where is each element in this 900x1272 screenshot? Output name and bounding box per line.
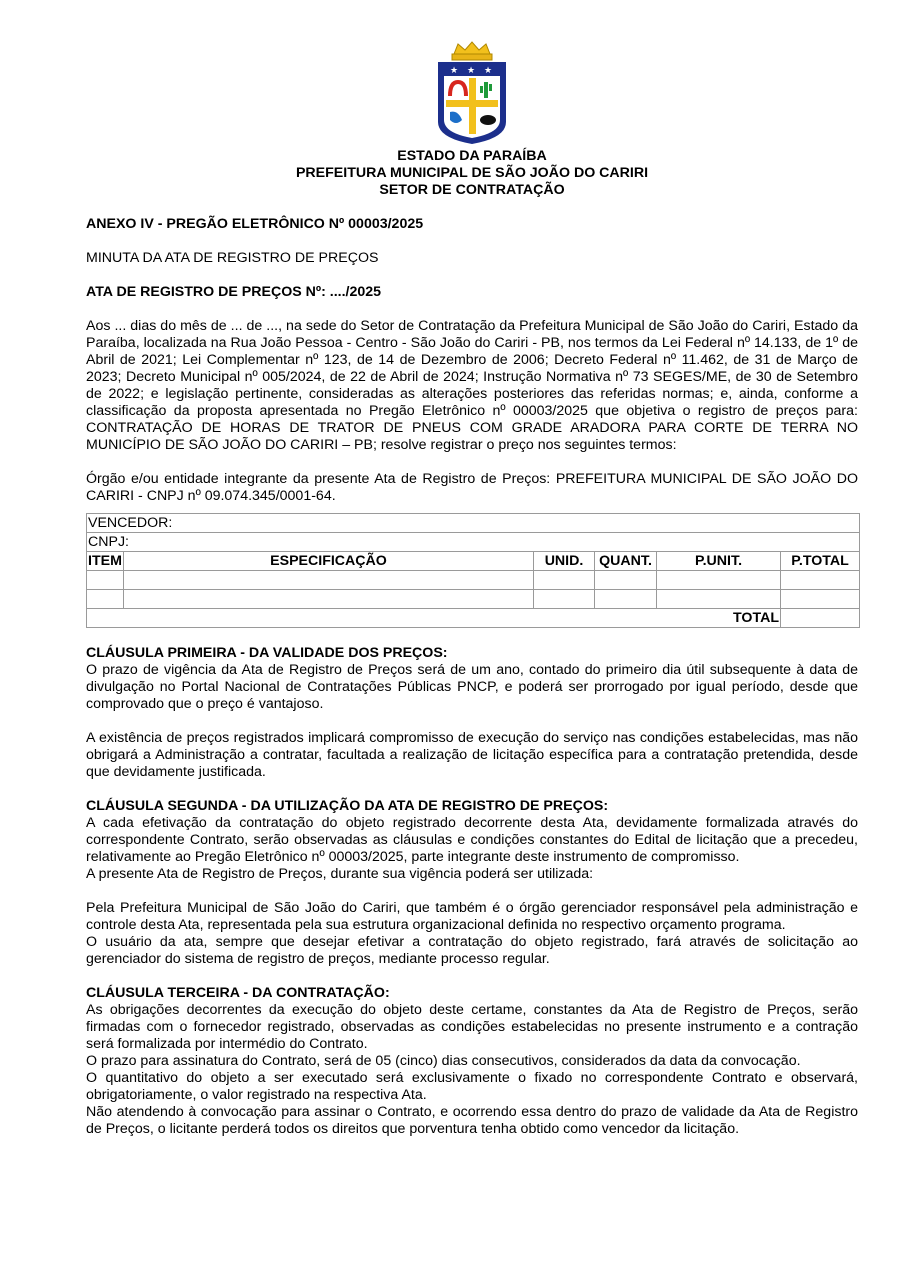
ata-number: ATA DE REGISTRO DE PREÇOS Nº: ..../2025 <box>86 284 382 300</box>
clause-2-title: CLÁUSULA SEGUNDA - DA UTILIZAÇÃO DA ATA DE REGISTRO DE PREÇOS: <box>86 798 609 814</box>
clause-2-paragraph: A cada efetivação da contratação do objeto registrado decorrente desta Ata, devidamente formalizada através do correspondente Contrato, serão observadas as cláusulas e condições constantes do Edital de licitação que a precedeu, relativamente ao Pregão Eletrônico nº 00003/2025, parte integrante deste instrumento de compromisso. <box>86 815 858 865</box>
col-header-especificacao: ESPECIFICAÇÃO <box>124 552 534 571</box>
clause-1-paragraph: O prazo de vigência da Ata de Registro de Preços será de um ano, contado do primeiro dia útil subsequente à data de divulgação no Portal Nacional de Contratações Públicas PNCP, e poderá ser prorrogado por igual período, desde que comprovado que o preço é vantajoso. <box>86 662 858 712</box>
table-cell <box>534 590 595 609</box>
table-cell <box>534 571 595 590</box>
header-state: ESTADO DA PARAÍBA <box>397 148 547 164</box>
table-header-row <box>87 552 860 571</box>
table-row-cnpj <box>87 533 860 552</box>
table-cell <box>781 590 860 609</box>
clause-2-paragraph: Pela Prefeitura Municipal de São João do Cariri, que também é o órgão gerenciador responsável pela administração e controle desta Ata, representada pela sua estrutura organizacional definida no respectivo orçamento programa. <box>86 900 858 933</box>
total-label: TOTAL <box>87 609 781 628</box>
clause-1-title: CLÁUSULA PRIMEIRA - DA VALIDADE DOS PREÇOS: <box>86 645 448 661</box>
clause-3-paragraph: Não atendendo à convocação para assinar o Contrato, e ocorrendo essa dentro do prazo de validade da Ata de Registro de Preços, o licitante perderá todos os direitos que porventura tenha obtido como vencedor da licitação. <box>86 1104 858 1137</box>
clause-3-title: CLÁUSULA TERCEIRA - DA CONTRATAÇÃO: <box>86 985 390 1001</box>
document-page <box>86 40 858 1138</box>
table-cell <box>595 590 657 609</box>
svg-text:★: ★ <box>467 66 476 76</box>
orgao-paragraph: Órgão e/ou entidade integrante da presente Ata de Registro de Preços: PREFEITURA MUNICIPAL DE SÃO JOÃO DO CARIRI - CNPJ nº 09.074.345/0001-64. <box>86 471 858 504</box>
table-cell <box>124 571 534 590</box>
clause-3-paragraph: O quantitativo do objeto a ser executado será exclusivamente o fixado no correspondente Contrato e observará, obrigatoriamente, o valor registrado na respectiva Ata. <box>86 1070 858 1103</box>
clause-1-paragraph: A existência de preços registrados implicará compromisso de execução do serviço nas condições estabelecidas, mas não obrigará a Administração a contratar, facultada a realização de licitação específica para a contratação pretendida, desde que devidamente justificada. <box>86 730 858 780</box>
table-cell <box>595 571 657 590</box>
col-header-ptotal: P.TOTAL <box>781 552 860 571</box>
table-total-row <box>87 609 860 628</box>
table-row <box>87 590 860 609</box>
table-cell <box>781 571 860 590</box>
table-cell <box>657 571 781 590</box>
col-header-quant: QUANT. <box>595 552 657 571</box>
table-row <box>87 571 860 590</box>
svg-text:★: ★ <box>484 66 493 76</box>
col-header-punit: P.UNIT. <box>657 552 781 571</box>
clause-2-paragraph: A presente Ata de Registro de Preços, durante sua vigência poderá ser utilizada: <box>86 866 594 882</box>
header-sector: SETOR DE CONTRATAÇÃO <box>379 182 565 198</box>
annex-title: ANEXO IV - PREGÃO ELETRÔNICO Nº 00003/2025 <box>86 216 424 232</box>
total-value-cell <box>781 609 860 628</box>
table-cell <box>87 590 124 609</box>
table-cell <box>657 590 781 609</box>
table-row-vencedor <box>87 514 860 533</box>
table-cell <box>87 571 124 590</box>
document-header <box>86 148 858 199</box>
col-header-item: ITEM <box>88 552 122 569</box>
clause-3-paragraph: O prazo para assinatura do Contrato, será de 05 (cinco) dias consecutivos, considerados da data da convocação. <box>86 1053 801 1069</box>
minuta-title: MINUTA DA ATA DE REGISTRO DE PREÇOS <box>86 250 379 266</box>
clause-2-paragraph: O usuário da ata, sempre que desejar efetivar a contratação do objeto registrado, fará através de solicitação ao gerenciador do sistema de registro de preços, mediante processo regular. <box>86 934 858 967</box>
municipal-coat-of-arms-logo <box>432 40 512 148</box>
header-prefeitura: PREFEITURA MUNICIPAL DE SÃO JOÃO DO CARIRI <box>295 165 649 181</box>
clause-3-paragraph: As obrigações decorrentes da execução do objeto deste certame, constantes da Ata de Registro de Preços, serão firmadas com o fornecedor registrado, observadas as condições estabelecidas no presente instrumento e a contração será formalizada por intermédio do Contrato. <box>86 1002 858 1052</box>
price-registry-table <box>86 513 860 628</box>
vencedor-label: VENCEDOR: <box>87 514 860 533</box>
intro-paragraph: Aos ... dias do mês de ... de ..., na sede do Setor de Contratação da Prefeitura Municipal de São João do Cariri, Estado da Paraíba, localizada na Rua João Pessoa - Centro - São João do Cariri - PB, nos termos da Lei Federal nº 14.133, de 1º de Abril de 2021; Lei Complementar nº 123, de 14 de Dezembro de 2006; Decreto Federal nº 11.462, de 31 de Março de 2023; Decreto Municipal nº 005/2024, de 22 de Abril de 2024; Instrução Normativa nº 73 SEGES/ME, de 30 de Setembro de 2022; e legislação pertinente, consideradas as alterações posteriores das referidas normas; e, ainda, conforme a classificação da proposta apresentada no Pregão Eletrônico nº 00003/2025 que objetiva o registro de preços para: CONTRATAÇÃO DE HORAS DE TRATOR DE PNEUS COM GRADE ARADORA PARA CORTE DE TERRA NO MUNICÍPIO DE SÃO JOÃO DO CARIRI – PB; resolve registrar o preço nos seguintes termos: <box>86 318 858 453</box>
svg-text:★: ★ <box>450 66 459 76</box>
cnpj-label: CNPJ: <box>87 533 860 552</box>
col-header-unid: UNID. <box>534 552 595 571</box>
table-cell <box>124 590 534 609</box>
